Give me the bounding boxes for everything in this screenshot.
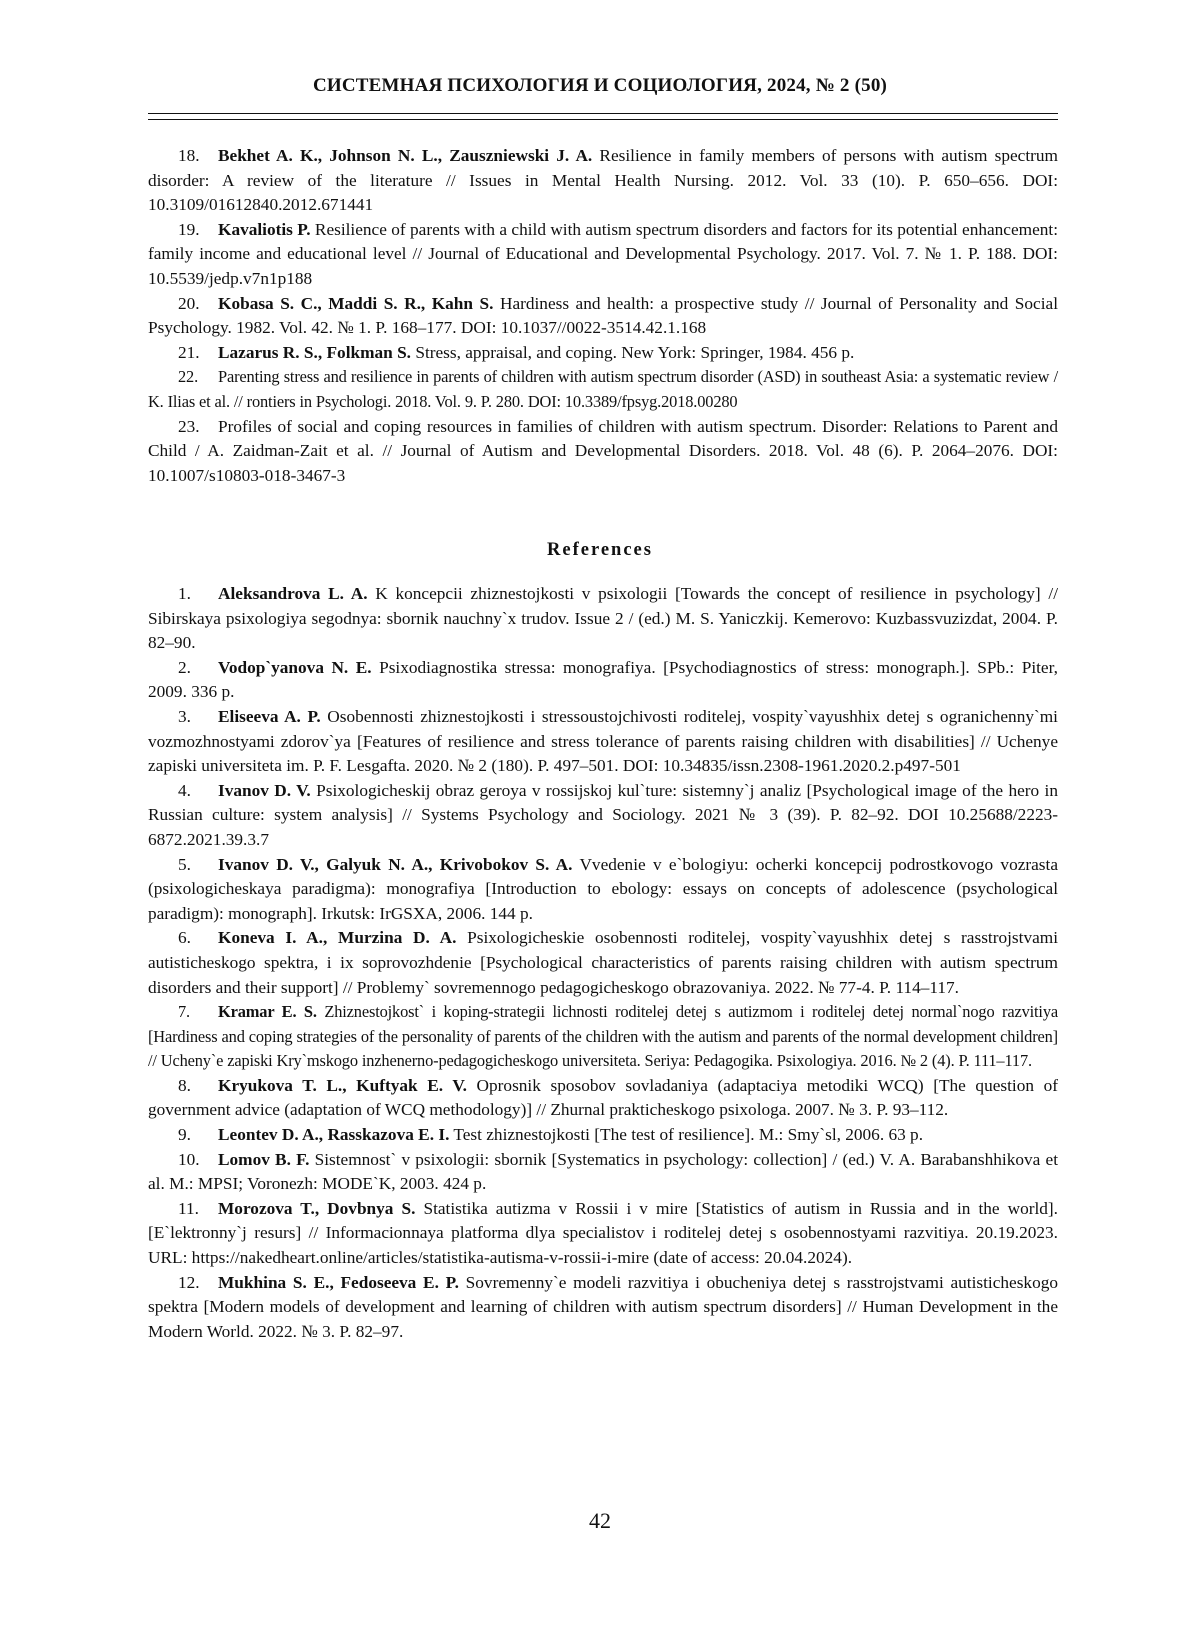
journal-header: СИСТЕМНАЯ ПСИХОЛОГИЯ И СОЦИОЛОГИЯ, 2024, № 2 (50) bbox=[0, 75, 1200, 97]
reference-item: 7. Kramar E. S. Zhiznestojkost` i koping-strategii lichnosti roditelej detej s autizmom i roditelej detej normal`nogo razvitiya [Hardiness and coping strategies of the personality of parents of the children with the autism and parents of the normal development children] // Ucheny`e zapiski Kry`mskogo inzhenerno-pedagogicheskogo universiteta. Seriya: Pedagogika. Psixologiya. 2016. № 2 (4). P. 111–117. bbox=[148, 1000, 1058, 1074]
page-number: 42 bbox=[0, 1508, 1200, 1534]
reference-item: 12. Mukhina S. E., Fedoseeva E. P. Sovremenny`e modeli razvitiya i obucheniya detej s rasstrojstvami autisticheskogo spektra [Modern models of development and learning of children with autism spectrum disorders] // Human Development in the Modern World. 2022. № 3. P. 82–97. bbox=[148, 1271, 1058, 1345]
reference-item: 5. Ivanov D. V., Galyuk N. A., Krivobokov S. A. Vvedenie v e`bologiyu: ocherki koncepcij podrostkovogo vozrasta (psixologicheskaya paradigma): monografiya [Introduction to ebology: essays on concepts of adolescence (psychological paradigm): monograph]. Irkutsk: IrGSXA, 2006. 144 p. bbox=[148, 853, 1058, 927]
reference-item: 2. Vodop`yanova N. E. Psixodiagnostika stressa: monografiya. [Psychodiagnostics of stress: monograph.]. SPb.: Piter, 2009. 336 p. bbox=[148, 656, 1058, 705]
reference-item: 4. Ivanov D. V. Psixologicheskij obraz geroya v rossijskoj kul`ture: sistemny`j analiz [Psychological image of the hero in Russian culture: system analysis] // Systems Psychology and Sociology. 2021 № 3 (39). P. 82–92. DOI 10.25688/2223-6872.2021.39.3.7 bbox=[148, 779, 1058, 853]
reference-item: 9. Leontev D. A., Rasskazova E. I. Test zhiznestojkosti [The test of resilience]. M.: Smy`sl, 2006. 63 p. bbox=[148, 1123, 1058, 1148]
reference-item: 3. Eliseeva A. P. Osobennosti zhiznestojkosti i stressoustojchivosti roditelej, vospity`vayushhix detej s ogranichenny`mi vozmozhnostyami zdorov`ya [Features of resilience and stress tolerance of parents raising children with disabilities] // Uchenye zapiski universiteta im. P. F. Lesgafta. 2020. № 2 (180). P. 497–501. DOI: 10.34835/issn.2308-1961.2020.2.p497-501 bbox=[148, 705, 1058, 779]
reference-item: 8. Kryukova T. L., Kuftyak E. V. Oprosnik sposobov sovladaniya (adaptaciya metodiki WCQ) [The question of government advice (adaptation of WCQ methodology)] // Zhurnal prakticheskogo psixologa. 2007. № 3. P. 93–112. bbox=[148, 1074, 1058, 1123]
reference-item: 23. Profiles of social and coping resources in families of children with autism spectrum. Disorder: Relations to Parent and Child / A. Zaidman-Zait et al. // Journal of Autism and Developmental Disorders. 2018. Vol. 48 (6). P. 2064–2076. DOI: 10.1007/s10803-018-3467-3 bbox=[148, 415, 1058, 489]
reference-item: 21. Lazarus R. S., Folkman S. Stress, appraisal, and coping. New York: Springer, 1984. 456 p. bbox=[148, 341, 1058, 366]
reference-item: 6. Koneva I. A., Murzina D. A. Psixologicheskie osobennosti roditelej, vospity`vayushhix detej s rasstrojstvami autisticheskogo spektra, i ix soprovozhdenie [Psychological characteristics of parents raising children with autism spectrum disorders and their support] // Problemy` sovremennogo pedagogicheskogo obrazovaniya. 2022. № 77-4. P. 114–117. bbox=[148, 926, 1058, 1000]
references-heading: References bbox=[0, 540, 1200, 561]
reference-item: 1. Aleksandrova L. A. K koncepcii zhiznestojkosti v psixologii [Towards the concept of resilience in psychology] // Sibirskaya psixologiya segodnya: sbornik nauchny`x trudov. Issue 2 / (ed.) M. S. Yaniczkij. Kemerovo: Kuzbassvuzizdat, 2004. P. 82–90. bbox=[148, 582, 1058, 656]
reference-item: 20. Kobasa S. C., Maddi S. R., Kahn S. Hardiness and health: a prospective study // Journal of Personality and Social Psychology. 1982. Vol. 42. № 1. P. 168–177. DOI: 10.1037//0022-3514.42.1.168 bbox=[148, 292, 1058, 341]
reference-item: 19. Kavaliotis P. Resilience of parents with a child with autism spectrum disorders and factors for its potential enhancement: family income and educational level // Journal of Educational and Developmental Psychology. 2017. Vol. 7. № 1. P. 188. DOI: 10.5539/jedp.v7n1p188 bbox=[148, 218, 1058, 292]
header-rule-bottom bbox=[148, 119, 1058, 120]
reference-item: 11. Morozova T., Dovbnya S. Statistika autizma v Rossii i v mire [Statistics of autism in Russia and in the world]. [E`lektronny`j resurs] // Informacionnaya platforma dlya specialistov i roditelej detej s osobennostyami razvitiya. 20.19.2023. URL: https://nakedheart.online/articles/statistika-autisma-v-rossii-i-mire (date of access: 20.04.2024). bbox=[148, 1197, 1058, 1271]
reference-item: 10. Lomov B. F. Sistemnost` v psixologii: sbornik [Systematics in psychology: collection] / (ed.) V. A. Barabanshhikova et al. M.: MPSI; Voronezh: MODE`K, 2003. 424 p. bbox=[148, 1148, 1058, 1197]
header-rule-top bbox=[148, 113, 1058, 114]
reference-list-ru bbox=[148, 144, 1058, 488]
reference-list-en bbox=[148, 582, 1058, 1344]
journal-page bbox=[0, 0, 1200, 1651]
reference-item: 18. Bekhet A. K., Johnson N. L., Zauszniewski J. A. Resilience in family members of persons with autism spectrum disorder: A review of the literature // Issues in Mental Health Nursing. 2012. Vol. 33 (10). P. 650–656. DOI: 10.3109/01612840.2012.671441 bbox=[148, 144, 1058, 218]
reference-item: 22. Parenting stress and resilience in parents of children with autism spectrum disorder (ASD) in southeast Asia: a systematic review / K. Ilias et al. // rontiers in Psychologi. 2018. Vol. 9. P. 280. DOI: 10.3389/fpsyg.2018.00280 bbox=[148, 365, 1058, 414]
